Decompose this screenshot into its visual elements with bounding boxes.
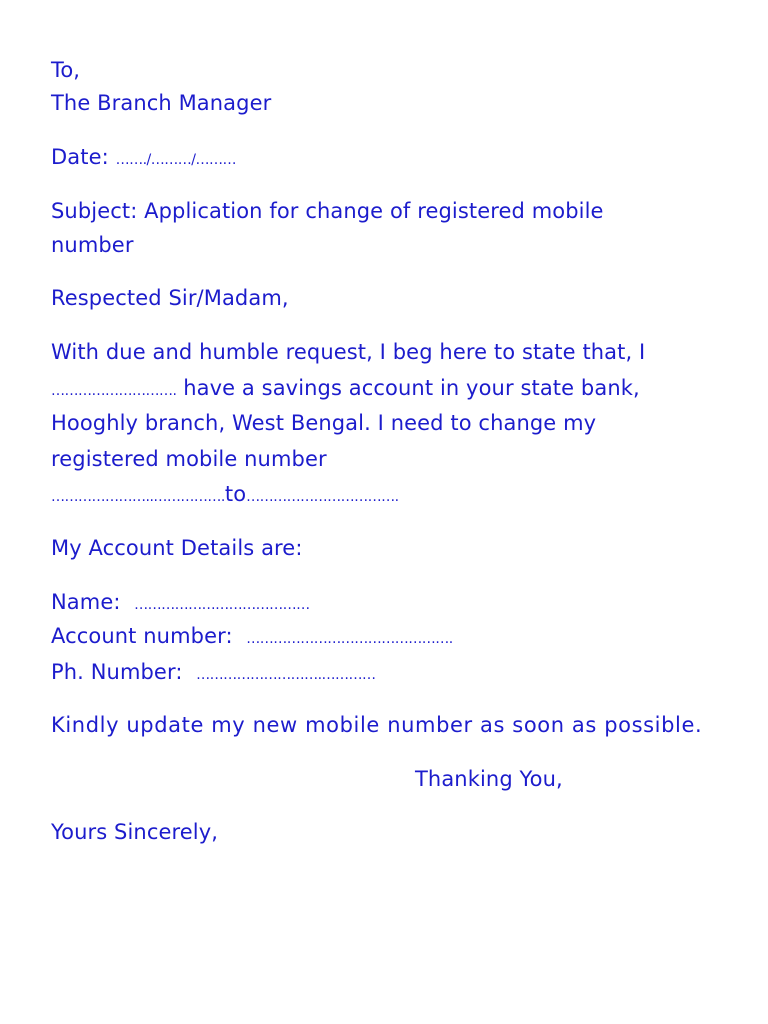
phone-line xyxy=(51,657,376,690)
recipient: The Branch Manager xyxy=(51,91,272,115)
date-line xyxy=(51,142,236,175)
salutation: Respected Sir/Madam, xyxy=(51,286,289,310)
closing-request: Kindly update my new mobile number as soon as possible. xyxy=(51,713,703,737)
date-label: Date: xyxy=(51,145,109,169)
phone-blank: ……………………….………… xyxy=(196,667,376,683)
name-blank: ………………………………… xyxy=(134,597,310,613)
body-line-4: registered mobile number xyxy=(51,447,327,471)
phone-label: Ph. Number: xyxy=(51,660,183,684)
name-label: Name: xyxy=(51,590,121,614)
thanks: Thanking You, xyxy=(415,767,563,791)
name-line xyxy=(51,587,310,620)
old-number-blank: …………………..……………. xyxy=(51,489,225,505)
body-line-2-text: have a savings account in your state bank, xyxy=(176,376,640,400)
signoff: Yours Sincerely, xyxy=(51,820,219,844)
date-blank: ……./………/……… xyxy=(115,152,236,168)
account-blank: ………………………………………. xyxy=(246,631,453,647)
subject-line-2: number xyxy=(51,233,134,257)
body-line-1: With due and humble request, I beg here to state that, I xyxy=(51,340,646,364)
account-label: Account number: xyxy=(51,624,233,648)
to-line: To, xyxy=(51,58,81,82)
to-word: to xyxy=(224,482,247,506)
body-line-3: Hooghly branch, West Bengal. I need to change my xyxy=(51,411,597,435)
new-number-blank: ……………………………. xyxy=(246,489,399,505)
holder-name-blank: ………………………. xyxy=(51,383,177,399)
body-line-5 xyxy=(51,479,399,512)
subject-line-1: Subject: Application for change of registered mobile xyxy=(51,199,604,223)
details-heading: My Account Details are: xyxy=(51,536,303,560)
body-line-2 xyxy=(51,373,640,406)
account-line xyxy=(51,621,453,654)
